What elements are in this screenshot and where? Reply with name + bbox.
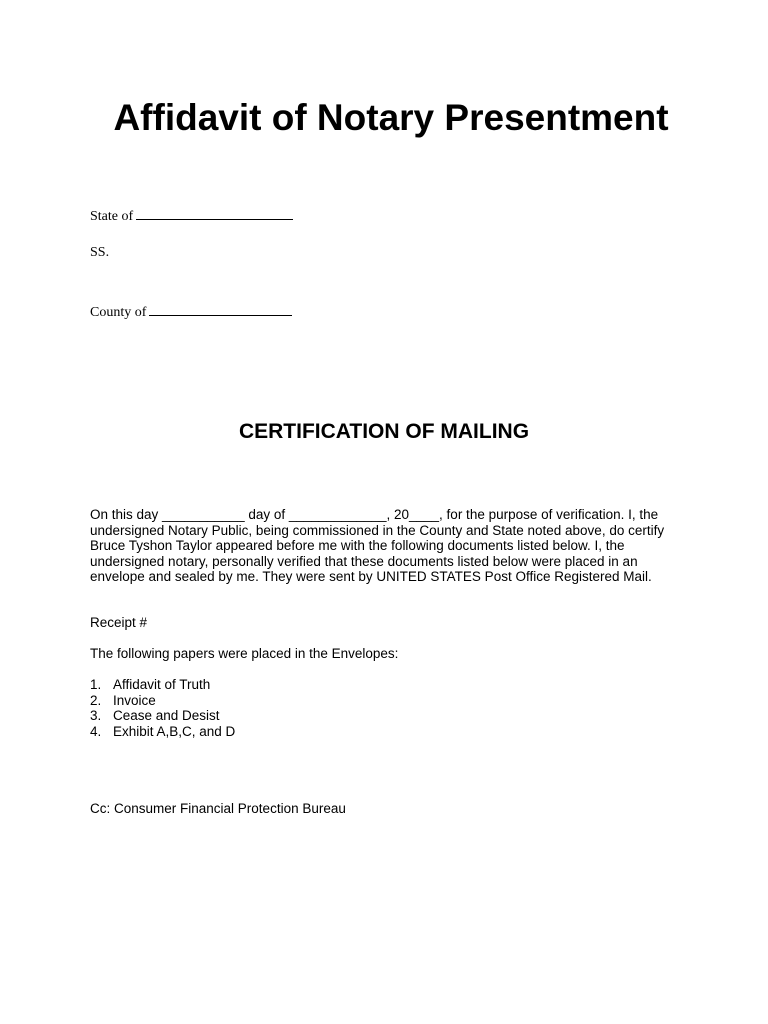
cc-line: Cc: Consumer Financial Protection Bureau	[90, 801, 346, 816]
document-title: Affidavit of Notary Presentment	[113, 97, 669, 138]
ss-field	[90, 244, 109, 262]
state-label: State of	[90, 209, 134, 224]
papers-list	[90, 677, 235, 739]
list-item-number: 3.	[90, 708, 102, 724]
receipt-label: Receipt #	[90, 615, 148, 630]
list-item-label: Exhibit A,B,C, and D	[113, 723, 236, 739]
section-heading: CERTIFICATION OF MAILING	[238, 420, 530, 443]
county-field	[90, 301, 292, 322]
list-item-label: Affidavit of Truth	[113, 677, 211, 692]
state-field	[90, 205, 293, 226]
list-item	[90, 677, 235, 693]
list-item-label: Cease and Desist	[113, 708, 220, 724]
list-item	[90, 693, 235, 709]
list-item-label: Invoice	[113, 692, 156, 708]
county-blank-line	[149, 301, 292, 316]
list-item	[90, 708, 235, 724]
list-item-number: 4.	[90, 723, 102, 739]
papers-intro: The following papers were placed in the Envelopes:	[90, 646, 399, 661]
list-item	[90, 724, 235, 740]
ss-label: SS.	[90, 245, 110, 260]
list-item-number: 2.	[90, 692, 102, 708]
county-label: County of	[90, 305, 147, 320]
state-blank-line	[136, 205, 293, 220]
list-item-number: 1.	[90, 677, 102, 692]
certification-paragraph: On this day ___________ day of _____________, 20____, for the purpose of verification. I, the undersigned Notary Public, being commissioned in the County and State noted above, do certify Bruce Tyshon Taylor appeared before me with the following documents listed below. I, the undersigned notary, personally verified that these documents listed below were placed in an envelope and sealed by me. They were sent by UNITED STATES Post Office Registered Mail.	[90, 507, 665, 585]
